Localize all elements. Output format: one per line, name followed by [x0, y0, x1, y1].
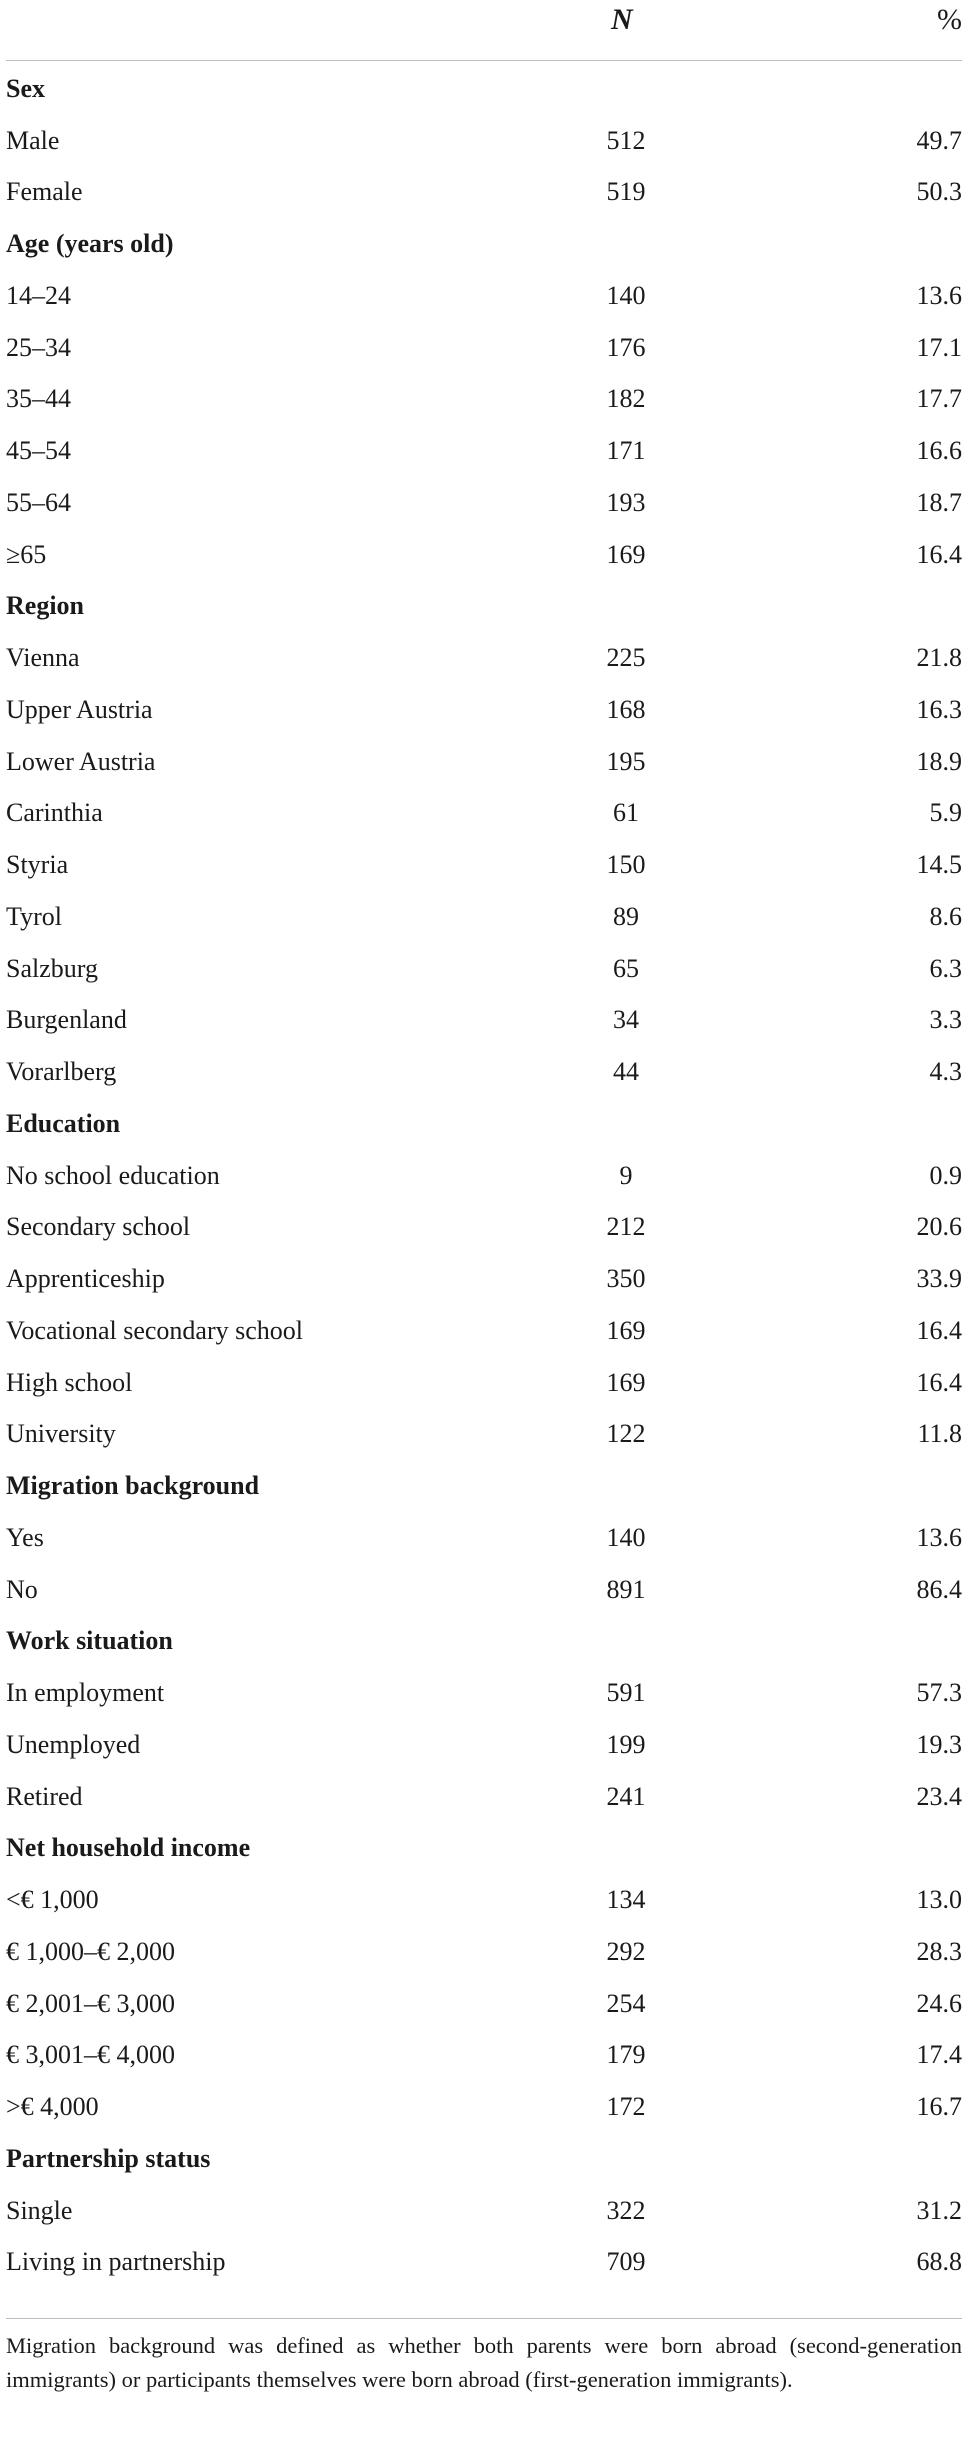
cell-n: 134 [606, 1885, 646, 1915]
cell-n: 891 [606, 1574, 646, 1604]
table-row [6, 788, 962, 840]
table-row [6, 270, 962, 322]
table-row [6, 529, 962, 581]
cell-percent: 6.3 [929, 953, 962, 983]
cell-n: 225 [606, 643, 646, 673]
column-header-percent: % [937, 3, 962, 36]
cell-percent: 8.6 [929, 901, 962, 931]
cell-percent: 14.5 [916, 850, 962, 880]
table-row [6, 839, 962, 891]
cell-n: 292 [606, 1936, 646, 1966]
section-heading: Education [6, 1108, 121, 1138]
cell-percent: 68.8 [916, 2247, 962, 2277]
cell-percent: 57.3 [916, 1678, 962, 1708]
table-row [6, 322, 962, 374]
table-row [6, 167, 962, 219]
row-label: Vienna [6, 643, 80, 673]
cell-n: 512 [606, 125, 646, 155]
cell-percent: 16.4 [916, 1367, 962, 1397]
row-label: >€ 4,000 [6, 2092, 99, 2122]
row-label: Carinthia [6, 798, 103, 828]
cell-percent: 23.4 [916, 1781, 962, 1811]
row-label: In employment [6, 1678, 165, 1708]
cell-n: 150 [606, 850, 646, 880]
cell-percent: 21.8 [916, 643, 962, 673]
cell-percent: 24.6 [916, 1988, 962, 2018]
cell-n: 169 [606, 539, 646, 569]
table-row [6, 1874, 962, 1926]
cell-percent: 16.4 [916, 1315, 962, 1345]
table-row [6, 1357, 962, 1409]
cell-n: 122 [606, 1419, 646, 1449]
cell-n: 193 [606, 487, 646, 517]
cell-percent: 17.4 [916, 2040, 962, 2070]
cell-n: 241 [606, 1781, 646, 1811]
table-row [6, 1719, 962, 1771]
table-row [6, 425, 962, 477]
cell-percent: 20.6 [916, 1212, 962, 1242]
cell-n: 322 [606, 2195, 646, 2225]
table-row [6, 2237, 962, 2289]
cell-percent: 13.6 [916, 280, 962, 310]
table-row [6, 995, 962, 1047]
row-label: High school [6, 1367, 133, 1397]
table-row [6, 1667, 962, 1719]
cell-n: 34 [613, 1005, 639, 1035]
cell-percent: 3.3 [929, 1005, 962, 1035]
cell-n: 519 [606, 177, 646, 207]
cell-n: 254 [606, 1988, 646, 2018]
cell-n: 176 [606, 332, 646, 362]
cell-n: 172 [606, 2092, 646, 2122]
row-label: 25–34 [6, 332, 71, 362]
column-header-n: N [611, 3, 633, 36]
row-label: Unemployed [6, 1729, 141, 1759]
row-label: Upper Austria [6, 694, 153, 724]
row-label: € 3,001–€ 4,000 [6, 2040, 175, 2070]
row-label: Living in partnership [6, 2247, 226, 2277]
table-header [6, 0, 962, 61]
table-row [6, 1202, 962, 1254]
row-label: Styria [6, 850, 69, 880]
section-heading: Sex [6, 73, 45, 103]
table-row [6, 374, 962, 426]
table-footnote: Migration background was defined as whether both parents were born abroad (second-generation immigrants) or participants themselves were born abroad (first-generation immigrants). [6, 2318, 962, 2397]
cell-n: 350 [606, 1264, 646, 1294]
row-label: Burgenland [6, 1005, 127, 1035]
row-label: Retired [6, 1781, 83, 1811]
cell-percent: 13.0 [916, 1885, 962, 1915]
row-label: 14–24 [6, 280, 71, 310]
cell-percent: 16.6 [916, 436, 962, 466]
table-row [6, 2030, 962, 2082]
section-heading-row [6, 218, 962, 270]
section-heading: Work situation [6, 1626, 173, 1656]
table-row [6, 477, 962, 529]
row-label: ≥65 [6, 539, 47, 569]
row-label: Male [6, 125, 60, 155]
cell-percent: 0.9 [929, 1160, 962, 1190]
cell-percent: 16.7 [916, 2092, 962, 2122]
cell-n: 182 [606, 384, 646, 414]
row-label: Single [6, 2195, 73, 2225]
cell-n: 65 [613, 953, 639, 983]
row-label: Lower Austria [6, 746, 156, 776]
cell-n: 140 [606, 1522, 646, 1552]
demographics-table [6, 0, 962, 2288]
table-row [6, 1512, 962, 1564]
cell-percent: 86.4 [916, 1574, 962, 1604]
table-row [6, 684, 962, 736]
cell-n: 169 [606, 1315, 646, 1345]
row-label: 35–44 [6, 384, 71, 414]
row-label: Salzburg [6, 953, 98, 983]
cell-percent: 11.8 [917, 1419, 962, 1449]
section-heading: Partnership status [6, 2143, 211, 2173]
row-label: University [6, 1419, 116, 1449]
table-row [6, 943, 962, 995]
cell-n: 171 [606, 436, 646, 466]
cell-percent: 18.7 [916, 487, 962, 517]
cell-percent: 33.9 [916, 1264, 962, 1294]
cell-n: 199 [606, 1729, 646, 1759]
table-row [6, 736, 962, 788]
section-heading-row [6, 1098, 962, 1150]
table-row [6, 2081, 962, 2133]
row-label: No [6, 1574, 38, 1604]
row-label: € 2,001–€ 3,000 [6, 1988, 175, 2018]
row-label: 45–54 [6, 436, 71, 466]
section-heading: Migration background [6, 1471, 260, 1501]
table-row [6, 115, 962, 167]
table-row [6, 1253, 962, 1305]
cell-n: 709 [606, 2247, 646, 2277]
section-heading: Age (years old) [6, 229, 174, 259]
cell-percent: 50.3 [916, 177, 962, 207]
cell-percent: 4.3 [929, 1057, 962, 1087]
table-row [6, 1305, 962, 1357]
table-row [6, 1046, 962, 1098]
cell-n: 140 [606, 280, 646, 310]
table-row [6, 1150, 962, 1202]
row-label: Apprenticeship [6, 1264, 165, 1294]
row-label: Female [6, 177, 83, 207]
row-label: 55–64 [6, 487, 71, 517]
cell-n: 44 [613, 1057, 639, 1087]
cell-percent: 28.3 [916, 1936, 962, 1966]
table-row [6, 1771, 962, 1823]
table-row [6, 1409, 962, 1461]
section-heading-row [6, 1616, 962, 1668]
cell-percent: 49.7 [916, 125, 962, 155]
cell-n: 195 [606, 746, 646, 776]
row-label: Vocational secondary school [6, 1315, 303, 1345]
table-row [6, 891, 962, 943]
row-label: No school education [6, 1160, 220, 1190]
cell-n: 212 [606, 1212, 646, 1242]
section-heading-row [6, 63, 962, 115]
cell-percent: 5.9 [929, 798, 962, 828]
row-label: <€ 1,000 [6, 1885, 99, 1915]
section-heading-row [6, 2133, 962, 2185]
cell-percent: 16.4 [916, 539, 962, 569]
cell-percent: 18.9 [916, 746, 962, 776]
cell-n: 61 [613, 798, 639, 828]
cell-percent: 16.3 [916, 694, 962, 724]
cell-percent: 17.7 [916, 384, 962, 414]
table-row [6, 1978, 962, 2030]
cell-n: 179 [606, 2040, 646, 2070]
section-heading: Net household income [6, 1833, 251, 1863]
table-row [6, 632, 962, 684]
section-heading: Region [6, 591, 84, 621]
section-heading-row [6, 581, 962, 633]
cell-n: 89 [613, 901, 639, 931]
section-heading-row [6, 1460, 962, 1512]
row-label: € 1,000–€ 2,000 [6, 1936, 175, 1966]
cell-percent: 31.2 [916, 2195, 962, 2225]
row-label: Tyrol [6, 901, 62, 931]
cell-n: 591 [606, 1678, 646, 1708]
table-row [6, 1564, 962, 1616]
cell-n: 168 [606, 694, 646, 724]
row-label: Secondary school [6, 1212, 191, 1242]
cell-n: 9 [619, 1160, 633, 1190]
table-body [6, 61, 962, 2288]
table-row [6, 1926, 962, 1978]
row-label: Vorarlberg [6, 1057, 117, 1087]
cell-n: 169 [606, 1367, 646, 1397]
row-label: Yes [6, 1522, 44, 1552]
table-row [6, 2185, 962, 2237]
cell-percent: 13.6 [916, 1522, 962, 1552]
cell-percent: 19.3 [916, 1729, 962, 1759]
section-heading-row [6, 1823, 962, 1875]
cell-percent: 17.1 [916, 332, 962, 362]
